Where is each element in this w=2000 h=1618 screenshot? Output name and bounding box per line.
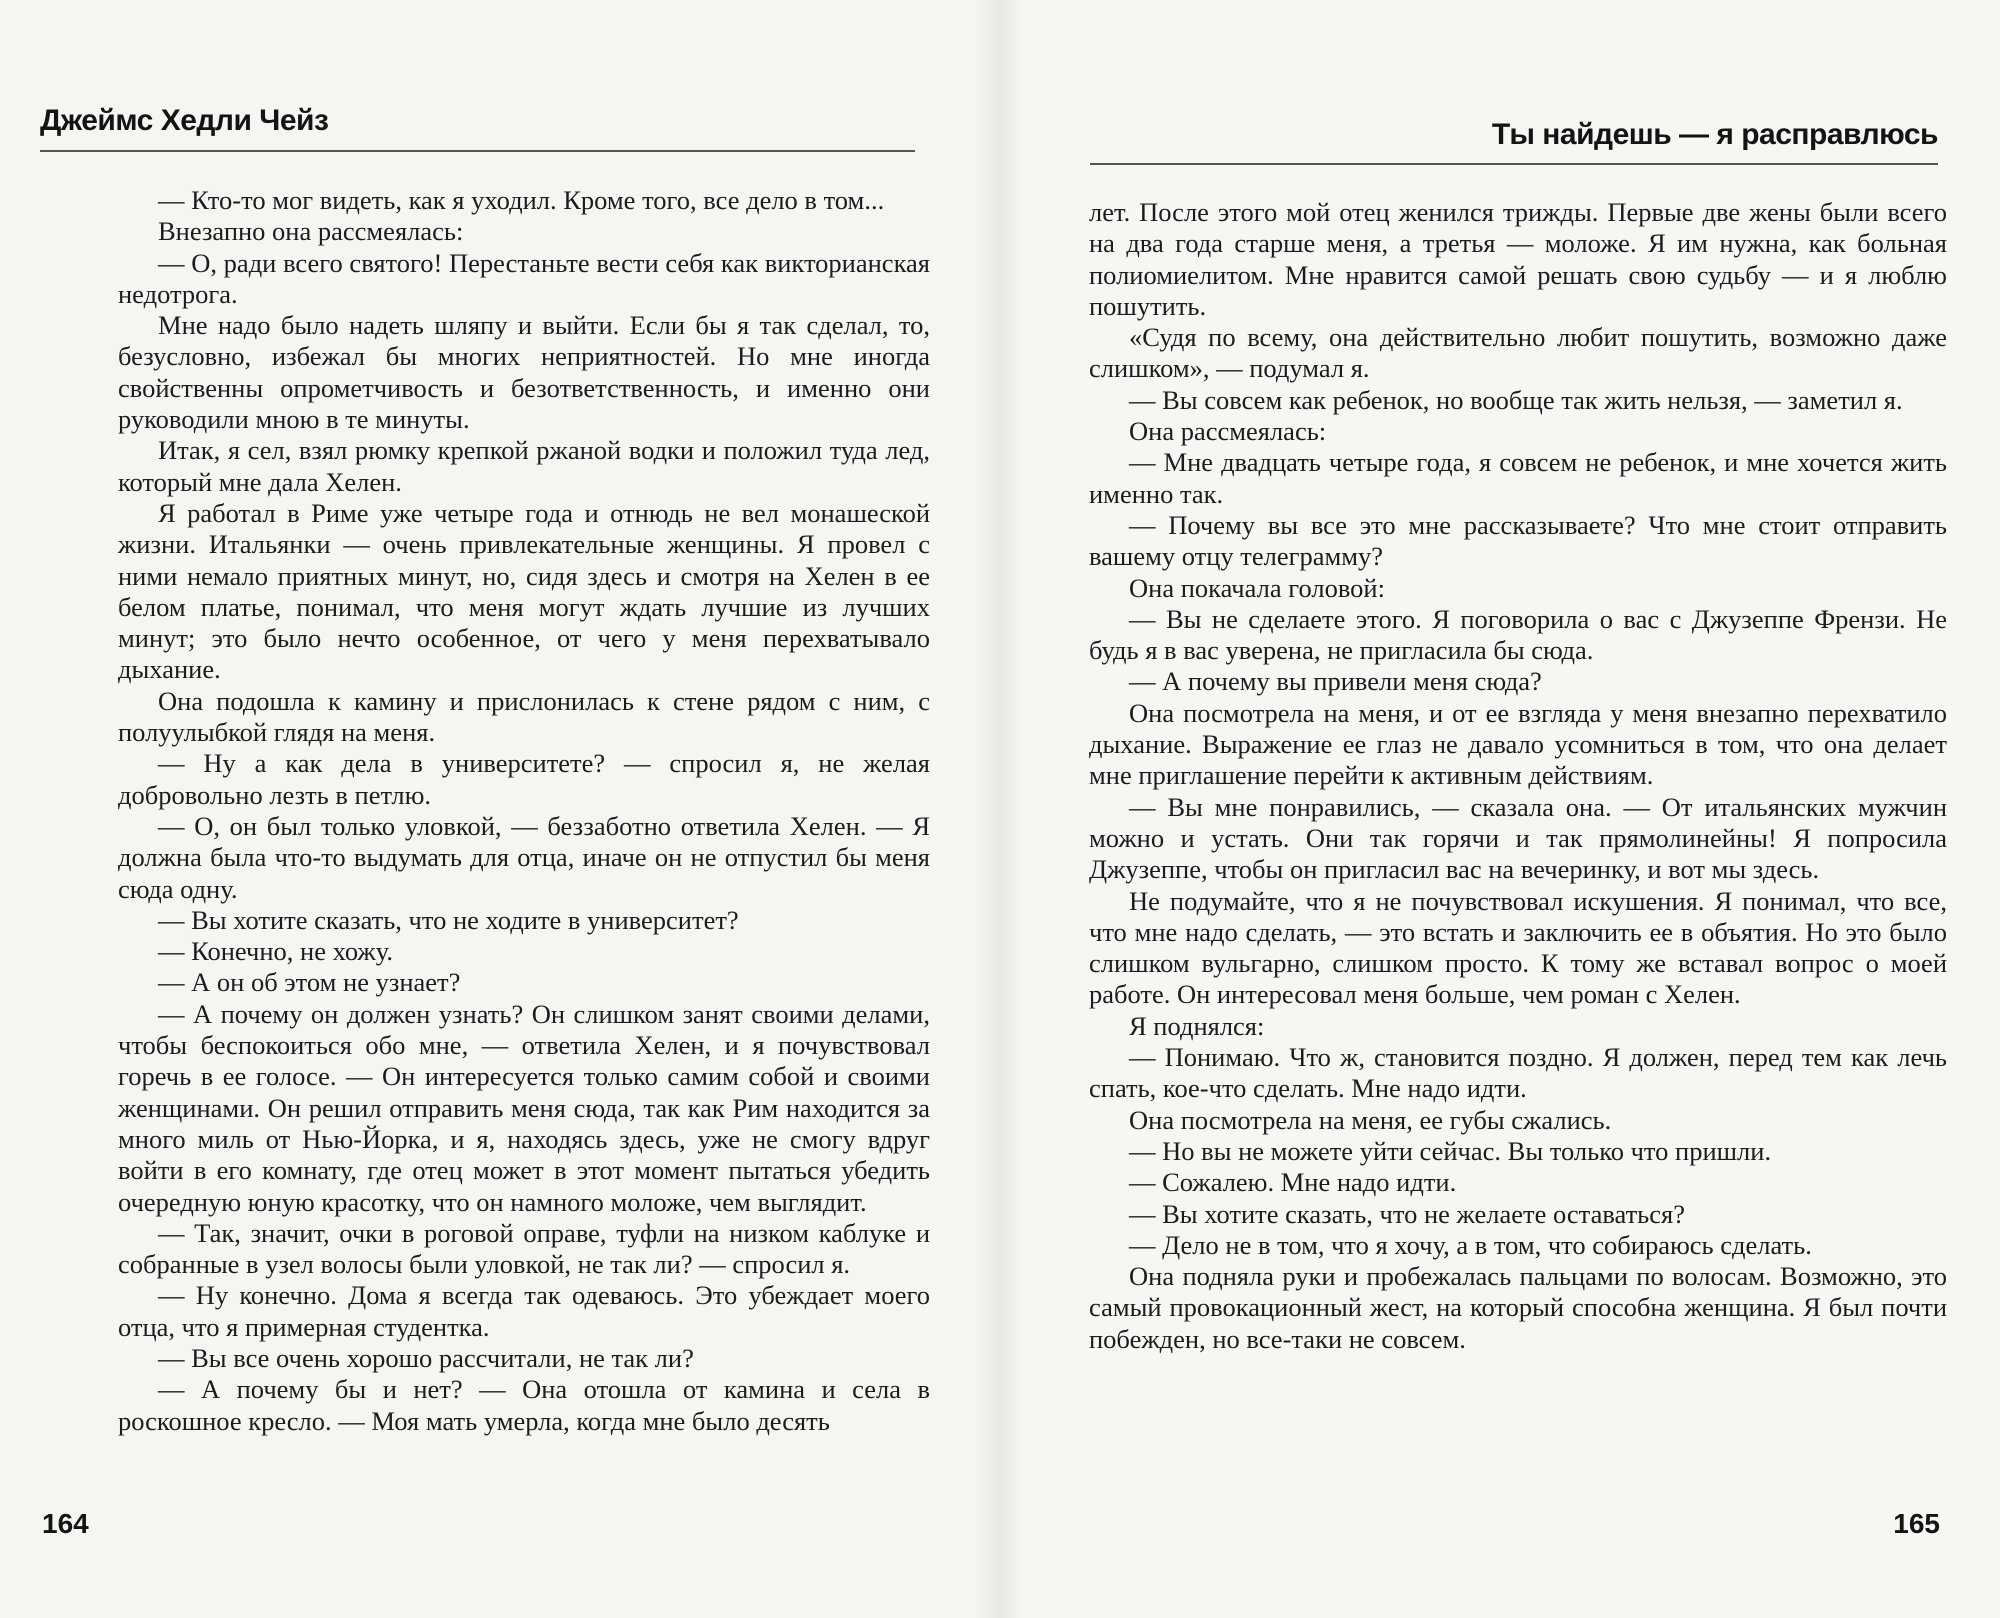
paragraph: — Дело не в том, что я хочу, а в том, что собираюсь сделать. <box>1129 1229 1812 1260</box>
paragraph: — Но вы не можете уйти сейчас. Вы только что пришли. <box>1129 1135 1772 1166</box>
paragraph: Она подошла к камину и прислонилась к стене рядом с ним, с полуулыбкой глядя на меня. <box>118 685 930 748</box>
paragraph: — О, он был только уловкой, — беззаботно ответила Хелен. — Я должна была что-то выдумать для отца, иначе он не отпустил бы меня сюда одну. <box>118 810 930 904</box>
header-rule <box>1090 163 1938 165</box>
paragraph: — Вы хотите сказать, что не ходите в университет? <box>158 904 739 935</box>
paragraph: — А почему бы и нет? — Она отошла от камина и села в роскошное кресло. — Моя мать умерла, когда мне было десять <box>118 1374 930 1436</box>
page-number: 165 <box>1893 1508 1940 1539</box>
paragraph: Не подумайте, что я не почувствовал искушения. Я понимал, что все, что мне надо сделать, — это встать и заключить ее в объятия. Но это было слишком вульгарно, слишком просто. К тому же вставал вопрос о моей работе. Он интересовал меня больше, чем роман с Хелен. <box>1089 885 1947 1010</box>
paragraph: «Судя по всему, она действительно любит пошутить, возможно даже слишком», — подумал я. <box>1089 322 1947 384</box>
paragraph: — Мне двадцать четыре года, я совсем не ребенок, и мне хочется жить именно так. <box>1089 447 1947 509</box>
paragraph: Я работал в Риме уже четыре года и отнюдь не вел монашеской жизни. Итальянки — очень привлекательные женщины. Я провел с ними немало приятных минут, но, сидя здесь и смотря на Хелен в ее белом платье, понимал, что меня могут ждать лучшие из лучших минут; это было нечто особенное, от чего у меня перехватывало дыхание. <box>118 497 930 685</box>
body-text <box>118 185 930 1437</box>
paragraph: — Ну а как дела в университете? — спросил я, не желая добровольно лезть в петлю. <box>118 748 930 810</box>
paragraph: — Понимаю. Что ж, становится поздно. Я должен, перед тем как лечь спать, кое-что сделать. Мне надо идти. <box>1089 1042 1947 1104</box>
page-number: 164 <box>42 1508 89 1539</box>
paragraph: — Так, значит, очки в роговой оправе, туфли на низком каблуке и собранные в узел волосы были уловкой, не так ли? — спросил я. <box>118 1217 930 1280</box>
paragraph: — А он об этом не узнает? <box>158 967 461 998</box>
paragraph: — А почему он должен узнать? Он слишком занят своими делами, чтобы беспокоиться обо мне, — ответила Хелен, и я почувствовал горечь в ее голосе. — Он интересуется только самим собой и своими женщинами. Он решил отправить меня сюда, так как Рим находится за много миль от Нью-Йорка, и я, находясь здесь, уже не смогу вдруг войти в его комнату, где отец может в этот момент пытаться убедить очередную юную красотку, что он намного моложе, чем выглядит. <box>118 998 930 1217</box>
paragraph: Итак, я сел, взял рюмку крепкой ржаной водки и положил туда лед, который мне дала Хелен. <box>118 435 930 497</box>
paragraph: — Почему вы все это мне рассказываете? Что мне стоит отправить вашему отцу телеграмму? <box>1089 509 1947 572</box>
paragraph: — Вы все очень хорошо рассчитали, не так ли? <box>158 1342 694 1373</box>
right-page <box>1000 0 2000 1618</box>
book-gutter <box>975 0 1025 1618</box>
paragraph: — Кто-то мог видеть, как я уходил. Кроме того, все дело в том... <box>158 185 885 215</box>
paragraph: Она подняла руки и пробежалась пальцами по волосам. Возможно, это самый провокационный жест, на который способна женщина. Я был почти побежден, но все-таки не совсем. <box>1089 1261 1947 1354</box>
paragraph: — А почему вы привели меня сюда? <box>1129 666 1542 697</box>
paragraph: — Вы хотите сказать, что не желаете оставаться? <box>1129 1198 1685 1229</box>
paragraph: Она покачала головой: <box>1129 572 1385 603</box>
header-rule <box>40 150 915 152</box>
paragraph: — Ну конечно. Дома я всегда так одеваюсь. Это убеждает моего отца, что я примерная студентка. <box>118 1280 930 1342</box>
paragraph: — Конечно, не хожу. <box>158 936 393 967</box>
paragraph: — Сожалею. Мне надо идти. <box>1129 1167 1457 1198</box>
paragraph: Она рассмеялась: <box>1129 416 1327 447</box>
body-text <box>1089 197 1947 1355</box>
paragraph: — Вы совсем как ребенок, но вообще так жить нельзя, — заметил я. <box>1129 384 1903 415</box>
running-head-title: Ты найдешь — я расправлюсь <box>1491 118 1938 151</box>
paragraph: Она посмотрела на меня, ее губы сжались. <box>1129 1104 1612 1135</box>
paragraph: Она посмотрела на меня, и от ее взгляда у меня внезапно перехватило дыхание. Выражение ее глаз не давало усомниться в том, что она делает мне приглашение перейти к активным действиям. <box>1089 697 1947 791</box>
paragraph: — Вы не сделаете этого. Я поговорила о вас с Джузеппе Френзи. Не будь я в вас уверена, не пригласила бы сюда. <box>1089 603 1947 666</box>
paragraph: — Вы мне понравились, — сказала она. — От итальянских мужчин можно и устать. Они так горячи и так прямолинейны! Я попросила Джузеппе, чтобы он пригласил вас на вечеринку, и вот мы здесь. <box>1089 791 1947 885</box>
paragraph: Я поднялся: <box>1129 1010 1265 1041</box>
paragraph-continuation: лет. После этого мой отец женился трижды. Первые две жены были всего на два года старше меня, а третья — моложе. Я им нужна, как больная полиомиелитом. Мне нравится самой решать свою судьбу — и я люблю пошутить. <box>1089 197 1947 321</box>
paragraph: Мне надо было надеть шляпу и выйти. Если бы я так сделал, то, безусловно, избежал бы многих неприятностей. Но мне иногда свойственны опрометчивость и безответственность, и именно они руководили мною в те минуты. <box>118 310 930 435</box>
running-head-author: Джеймс Хедли Чейз <box>40 104 329 137</box>
paragraph: Внезапно она рассмеялась: <box>158 216 464 247</box>
paragraph: — О, ради всего святого! Перестаньте вести себя как викторианская недотрога. <box>118 247 930 309</box>
